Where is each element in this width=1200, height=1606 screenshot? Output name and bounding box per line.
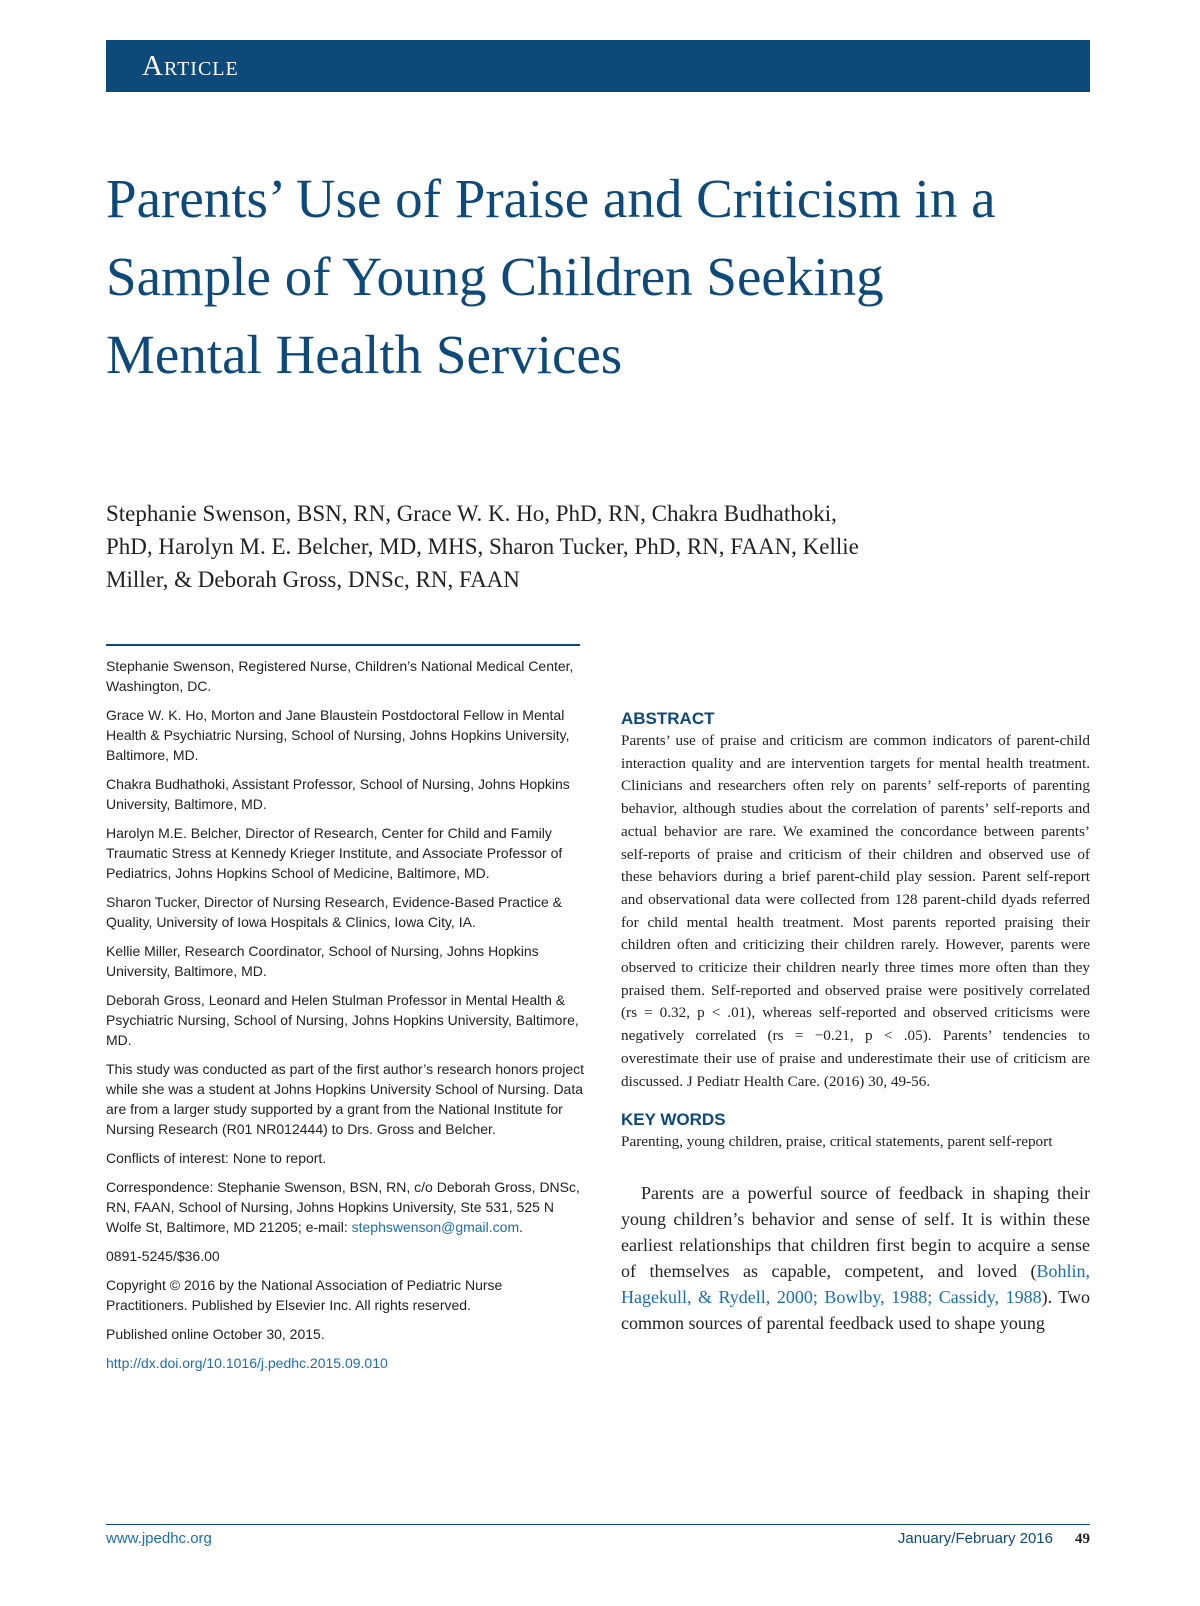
keywords-heading: KEY WORDS — [621, 1110, 726, 1130]
funding-note: This study was conducted as part of the first author’s research honors project while she was a student at Johns Hopkins University School of Nursing. Data are from a larger study supported by a grant from the National Institute for Nursing Research (R01 NR012444) to Drs. Gross and Belcher. — [106, 1061, 585, 1137]
conflicts-note: Conflicts of interest: None to report. — [106, 1150, 327, 1166]
affiliation: Harolyn M.E. Belcher, Director of Research, Center for Child and Family Traumatic Stress at Kennedy Krieger Institute, and Associate Professor of Pediatrics, Johns Hopkins School of Medicine, Baltimore, MD. — [106, 825, 563, 881]
doi-paragraph — [106, 1353, 586, 1373]
email-link[interactable]: stephswenson@gmail.com — [351, 1219, 520, 1235]
affiliation: Deborah Gross, Leonard and Helen Stulman Professor in Mental Health & Psychiatric Nursing, School of Nursing, Johns Hopkins University, Baltimore, MD. — [106, 992, 579, 1048]
affiliations-column — [106, 656, 586, 1382]
doi-link[interactable]: http://dx.doi.org/10.1016/j.pedhc.2015.09.010 — [106, 1355, 388, 1371]
correspondence-note — [106, 1177, 586, 1237]
footer-divider — [106, 1524, 1090, 1525]
body-text-end: ). Two common sources of parental feedback used to shape young — [621, 1286, 1091, 1333]
body-text-start: Parents are a powerful source of feedback in shaping their young children’s behavior and sense of self. It is within these earliest relationships that children first begin to acquire a sense of themselves as capable, competent, and loved ( — [621, 1182, 1090, 1281]
keywords-text: Parenting, young children, praise, critical statements, parent self-report — [621, 1133, 1053, 1151]
footer-issue — [898, 1530, 1090, 1548]
affiliation: Sharon Tucker, Director of Nursing Research, Evidence-Based Practice & Quality, University of Iowa Hospitals & Clinics, Iowa City, IA. — [106, 894, 562, 930]
citation-link[interactable]: Bohlin, Hagekull, & Rydell, 2000; Bowlby, 1988; Cassidy, 1988 — [621, 1260, 1090, 1307]
article-banner — [106, 40, 1090, 92]
abstract-text: Parents’ use of praise and criticism are common indicators of parent-child interaction quality and are intervention targets for mental health treatment. Clinicians and researchers often rely on parents’ self-reports of parenting behavior, although studies about the correlation of parents’ self-reports and actual behavior are rare. We examined the concordance between parents’ self-reports of praise and criticism of their children and observed use of these behaviors during a brief parent-child play session. Parent self-report and observational data were collected from 128 parent-child dyads referred for child mental health treatment. Most parents reported praising their children often and criticizing their children rarely. However, parents were observed to criticize their children nearly three times more often than they praised them. Self-reported and observed praise were positively correlated (rs = 0.32, p < .01), whereas self-reported and observed criticisms were negatively correlated (rs = −0.21, p < .05). Parents’ tendencies to overestimate their use of praise and underestimate their use of criticism are discussed. J Pediatr Health Care. (2016) 30, 49-56. — [621, 732, 1090, 1090]
published-date: Published online October 30, 2015. — [106, 1326, 325, 1342]
email-period: . — [519, 1219, 524, 1235]
copyright-note: Copyright © 2016 by the National Association of Pediatric Nurse Practitioners. Published by Elsevier Inc. All rights reserved. — [106, 1277, 503, 1313]
abstract-heading: ABSTRACT — [621, 709, 715, 728]
affiliation: Stephanie Swenson, Registered Nurse, Children’s National Medical Center, Washington, DC. — [106, 658, 574, 694]
page-number: 49 — [1075, 1531, 1090, 1547]
body-paragraph — [621, 1180, 1090, 1336]
article-label: Article — [142, 50, 239, 82]
abstract-column — [621, 708, 1090, 1336]
section-divider — [106, 644, 580, 646]
issn: 0891-5245/$36.00 — [106, 1248, 220, 1264]
correspondence-text: Correspondence: Stephanie Swenson, BSN, RN, c/o Deborah Gross, DNSc, RN, FAAN, School of Nursing, Johns Hopkins University, Ste 531, 525 N Wolfe St, Baltimore, MD 21205; e-mail: — [106, 1179, 580, 1235]
affiliation: Grace W. K. Ho, Morton and Jane Blaustein Postdoctoral Fellow in Mental Health & Psychiatric Nursing, School of Nursing, Johns Hopkins University, Baltimore, MD. — [106, 707, 570, 763]
affiliation: Kellie Miller, Research Coordinator, School of Nursing, Johns Hopkins University, Baltimore, MD. — [106, 943, 539, 979]
article-title: Parents’ Use of Praise and Criticism in a Sample of Young Children Seeking Mental Health Services — [106, 168, 996, 385]
issue-date: January/February 2016 — [897, 1530, 1053, 1547]
affiliation: Chakra Budhathoki, Assistant Professor, School of Nursing, Johns Hopkins University, Baltimore, MD. — [106, 776, 570, 812]
author-list: Stephanie Swenson, BSN, RN, Grace W. K. Ho, PhD, RN, Chakra Budhathoki, PhD, Harolyn M. E. Belcher, MD, MHS, Sharon Tucker, PhD, RN, FAAN, Kellie Miller, & Deborah Gross, DNSc, RN, FAAN — [106, 501, 859, 592]
journal-website[interactable]: www.jpedhc.org — [106, 1530, 212, 1547]
